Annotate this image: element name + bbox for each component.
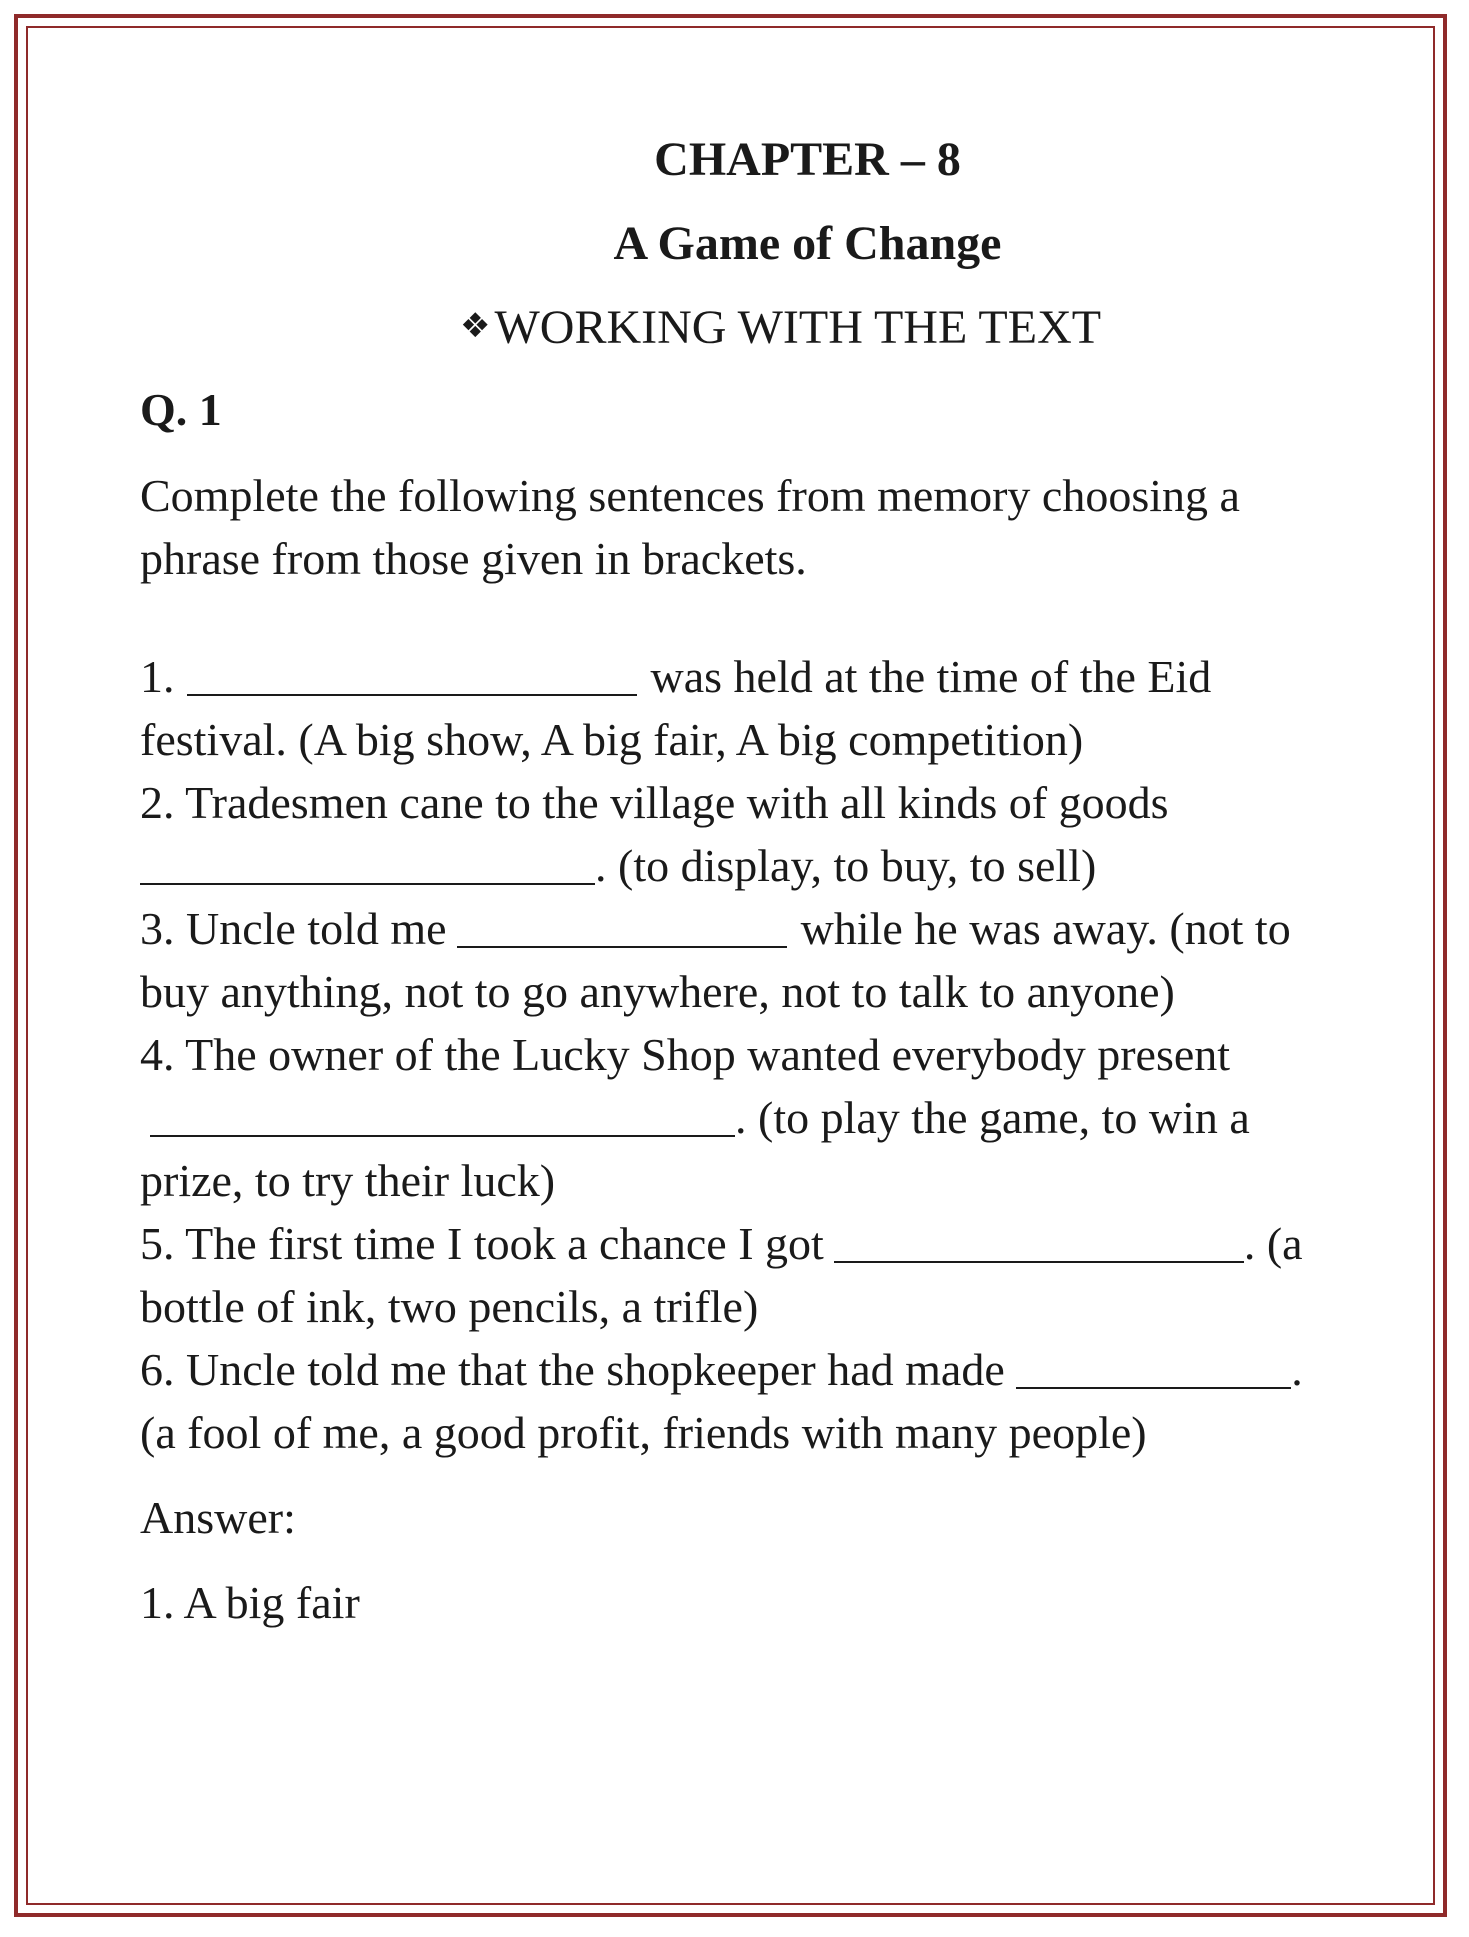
- item-text: . (to play the game, to win a prize, to try their luck): [140, 1092, 1250, 1206]
- answer-label: Answer:: [140, 1492, 296, 1543]
- item-text: . (a bottle of ink, two pencils, a trifle): [140, 1218, 1303, 1332]
- question-label: Q. 1: [140, 384, 222, 435]
- item-text: while he was away. (not to buy anything, not to go anywhere, not to talk to anyone): [140, 903, 1291, 1017]
- list-item: [140, 1212, 1335, 1338]
- answer-blank: [150, 1091, 735, 1137]
- question-items: [140, 645, 1335, 1464]
- item-number: 1.: [140, 651, 175, 702]
- item-text: 5. The first time I took a chance I got: [140, 1218, 824, 1269]
- lesson-title: A Game of Change: [613, 217, 1002, 270]
- answer-blank: [140, 839, 595, 885]
- section-heading-text: WORKING WITH THE TEXT: [494, 301, 1102, 354]
- answer-blank: [834, 1217, 1244, 1263]
- item-text: 4. The owner of the Lucky Shop wanted everybody present: [140, 1029, 1231, 1080]
- answer-blank: [187, 650, 637, 696]
- chapter-title: CHAPTER – 8: [654, 133, 961, 186]
- answer-blank: [1016, 1343, 1291, 1389]
- list-item: [140, 771, 1335, 897]
- item-text: . (to display, to buy, to sell): [595, 840, 1097, 891]
- item-text: was held at the time of the Eid festival. (A big show, A big fair, A big competition): [140, 651, 1212, 765]
- item-text: . (a fool of me, a good profit, friends with many people): [140, 1344, 1303, 1458]
- answer-item: 1. A big fair: [140, 1577, 360, 1628]
- section-heading: [460, 296, 1335, 358]
- list-item: [140, 1023, 1335, 1212]
- diamond-bullet-icon: ❖: [460, 306, 491, 346]
- answer-blank: [457, 902, 787, 948]
- list-item: [140, 645, 1335, 771]
- worksheet-page: [140, 130, 1335, 1634]
- list-item: [140, 897, 1335, 1023]
- item-text: 2. Tradesmen cane to the village with all kinds of goods: [140, 777, 1169, 828]
- question-instruction: Complete the following sentences from memory choosing a phrase from those given in brackets.: [140, 470, 1240, 584]
- item-text: 6. Uncle told me that the shopkeeper had made: [140, 1344, 1005, 1395]
- list-item: [140, 1338, 1335, 1464]
- item-text: 3. Uncle told me: [140, 903, 447, 954]
